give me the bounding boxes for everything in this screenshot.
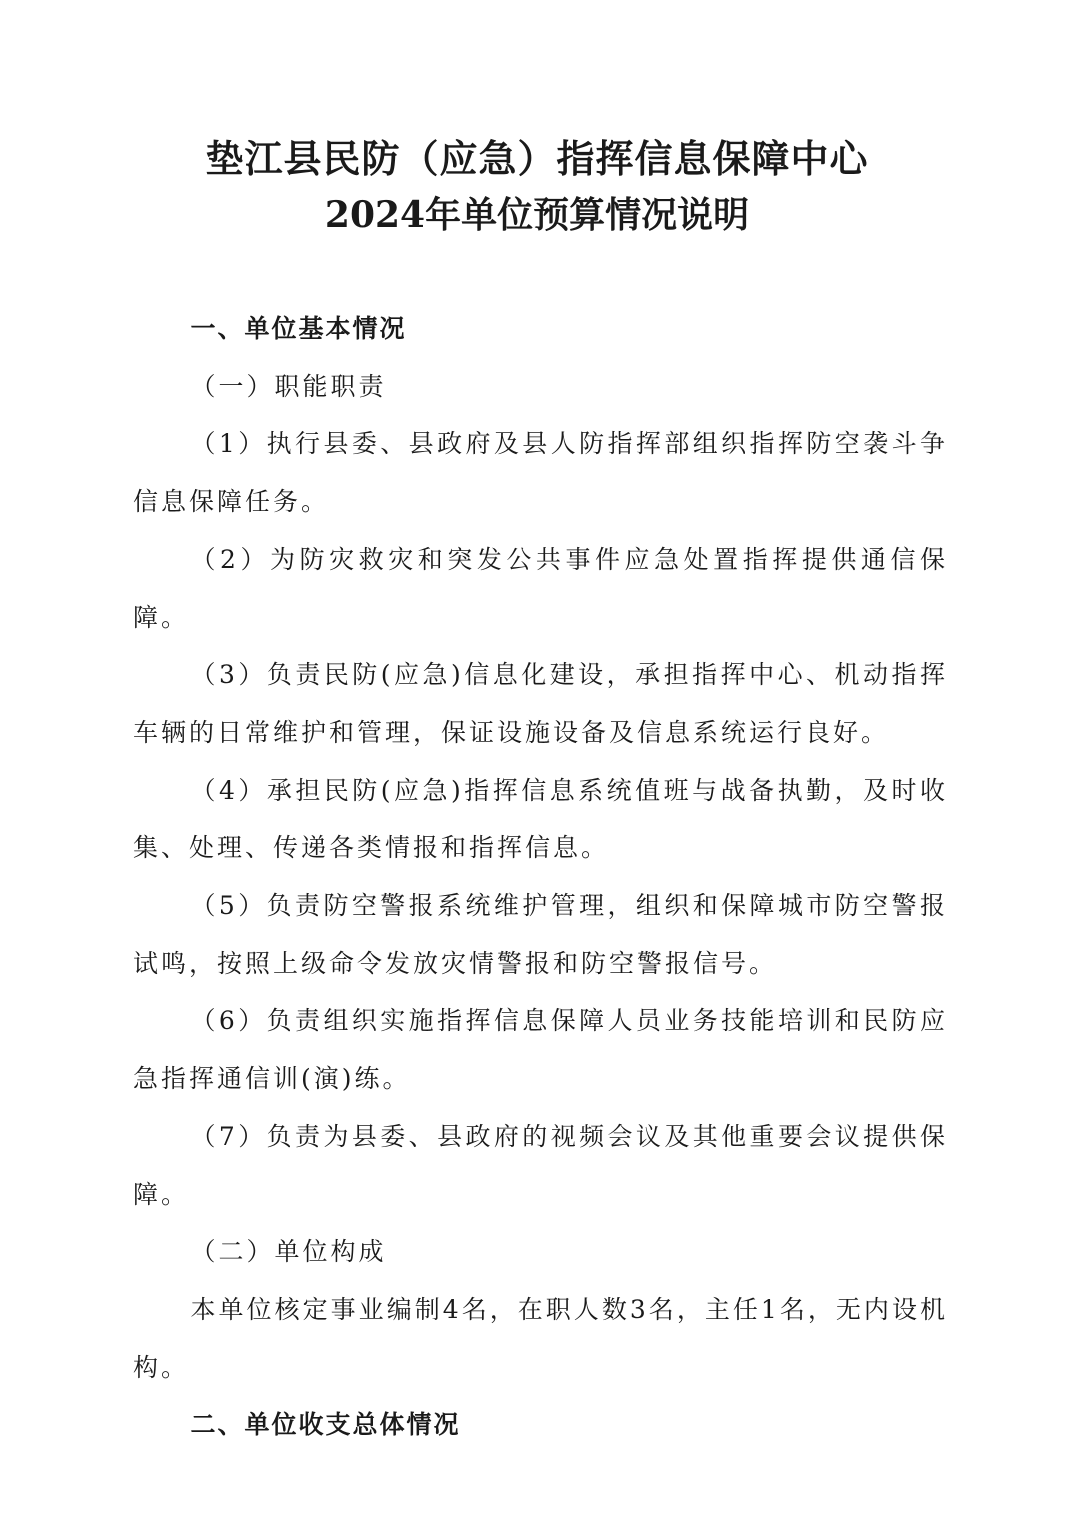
duty-item-2: （2）为防灾救灾和突发公共事件应急处置指挥提供通信保障。 bbox=[133, 544, 948, 632]
subsection-heading-duties: （一）职能职责 bbox=[190, 371, 387, 401]
subsection-heading-composition: （二）单位构成 bbox=[190, 1237, 387, 1267]
duty-item-5: （5）负责防空警报系统维护管理，组织和保障城市防空警报试鸣，按照上级命令发放灾情警报和防空警报信号。 bbox=[133, 891, 948, 978]
duty-item-4: （4）承担民防(应急)指挥信息系统值班与战备执勤，及时收集、处理、传递各类情报和指挥信息。 bbox=[133, 775, 948, 863]
duty-item-6: （6）负责组织实施指挥信息保障人员业务技能培训和民防应急指挥通信训(演)练。 bbox=[133, 1006, 948, 1094]
composition-paragraph: 本单位核定事业编制4名，在职人数3名，主任1名，无内设机构。 bbox=[133, 1294, 948, 1382]
section-heading-2: 二、单位收支总体情况 bbox=[190, 1410, 461, 1440]
document-subtitle: 2024年单位预算情况说明 bbox=[324, 194, 750, 236]
document-body bbox=[133, 300, 948, 1454]
duty-item-1: （1）执行县委、县政府及县人防指挥部组织指挥防空袭斗争信息保障任务。 bbox=[133, 429, 948, 517]
document-title: 垫江县民防（应急）指挥信息保障中心 bbox=[205, 137, 869, 181]
duty-item-3: （3）负责民防(应急)信息化建设，承担指挥中心、机动指挥车辆的日常维护和管理，保证设施设备及信息系统运行良好。 bbox=[133, 660, 948, 747]
section-heading-1: 一、单位基本情况 bbox=[190, 314, 407, 343]
duty-item-7: （7）负责为县委、县政府的视频会议及其他重要会议提供保障。 bbox=[133, 1121, 948, 1209]
